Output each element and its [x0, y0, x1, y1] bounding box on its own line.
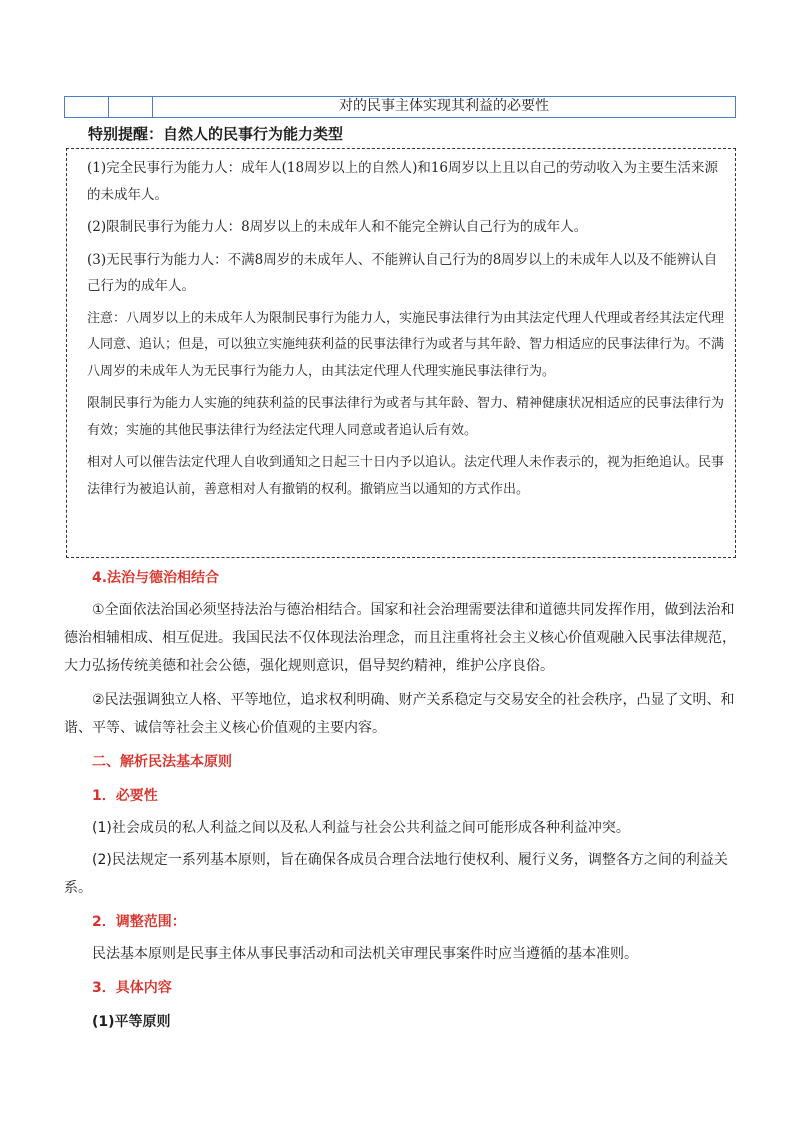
tip-title: 特别提醒：自然人的民事行为能力类型: [88, 125, 344, 143]
tip-note: 注意：八周岁以上的未成年人为限制民事行为能力人，实施民事法律行为由其法定代理人代理或者经其法定代理人同意、追认；但是，可以独立实施纯获利益的民事法律行为或者与其年龄、智力相适应的民事法律行为。不满八周岁的未成年人为无民事行为能力人，由其法定代理人代理实施民事法律行为。: [87, 310, 725, 379]
paragraph: 民法基本原则是民事主体从事民事活动和司法机关审理民事案件时应当遵循的基本准则。: [92, 946, 638, 962]
principle-heading: (1)平等原则: [92, 1014, 171, 1030]
subsection-heading: 1．必要性: [92, 788, 158, 804]
table-fragment: [64, 96, 736, 118]
tip-note: 限制民事行为能力人实施的纯获利益的民事法律行为或者与其年龄、智力、精神健康状况相适应的民事法律行为有效；实施的其他民事法律行为经法定代理人同意或者追认后有效。: [87, 396, 725, 438]
tip-item: (1)完全民事行为能力人：成年人(18周岁以上的自然人)和16周岁以上且以自己的劳动收入为主要生活来源的未成年人。: [87, 160, 719, 203]
main-content: [64, 564, 740, 1036]
paragraph: (2)民法规定一系列基本原则，旨在确保各成员合理合法地行使权利、履行义务，调整各方之间的利益关系。: [64, 852, 728, 896]
table-cell-empty-1: [65, 97, 109, 117]
paragraph: ①全面依法治国必须坚持法治与德治相结合。国家和社会治理需要法律和道德共同发挥作用，做到法治和德治相辅相成、相互促进。我国民法不仅体现法治理念，而且注重将社会主义核心价值观融入民事法律规范，大力弘扬传统美德和社会公德，强化规则意识，倡导契约精神，维护公序良俗。: [64, 602, 736, 674]
tip-item: (2)限制民事行为能力人：8周岁以上的未成年人和不能完全辨认自己行为的成年人。: [87, 219, 588, 235]
subsection-heading: 2．调整范围：: [92, 914, 186, 930]
section-heading: 4.法治与德治相结合: [92, 570, 220, 586]
table-cell-text: 对的民事主体实现其利益的必要性: [339, 98, 549, 114]
tip-box: [66, 148, 736, 558]
part-heading: 二、解析民法基本原则: [92, 754, 232, 770]
subsection-heading: 3．具体内容: [92, 980, 172, 996]
paragraph: (1)社会成员的私人利益之间以及私人利益与社会公共利益之间可能形成各种利益冲突。: [92, 820, 630, 836]
paragraph: ②民法强调独立人格、平等地位，追求权利明确、财产关系稳定与交易安全的社会秩序，凸显了文明、和谐、平等、诚信等社会主义核心价值观的主要内容。: [64, 692, 735, 736]
tip-item: (3)无民事行为能力人：不满8周岁的未成年人、不能辨认自己行为的8周岁以上的未成年人以及不能辨认自己行为的成年人。: [87, 251, 718, 294]
tip-note: 相对人可以催告法定代理人自收到通知之日起三十日内予以追认。法定代理人未作表示的，视为拒绝追认。民事法律行为被追认前，善意相对人有撤销的权利。撤销应当以通知的方式作出。: [87, 455, 725, 497]
table-cell-empty-2: [109, 97, 153, 117]
